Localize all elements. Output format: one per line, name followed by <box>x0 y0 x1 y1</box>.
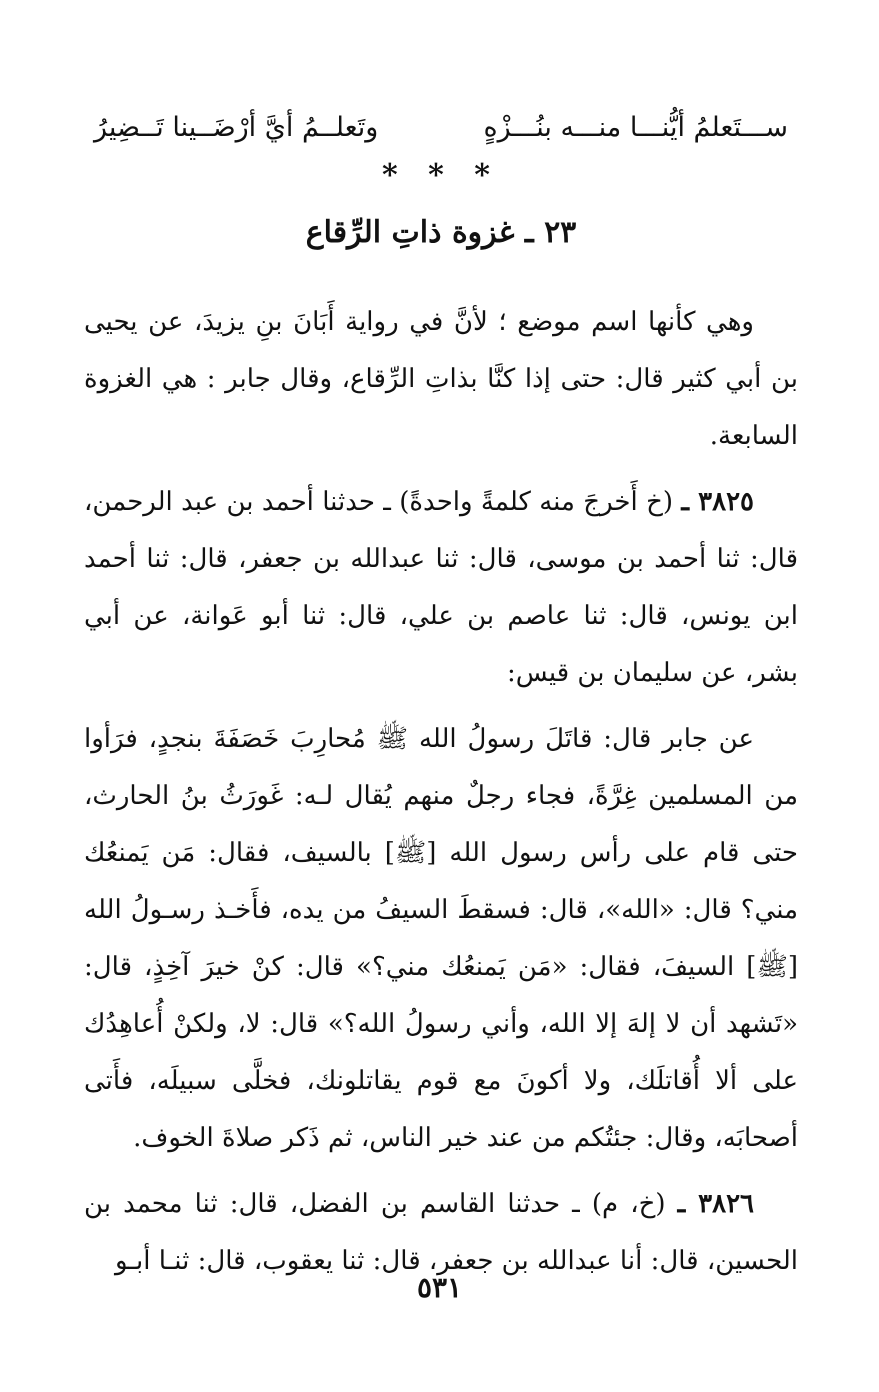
section-separator: * * * <box>382 158 500 193</box>
paragraph-text: (خ أَخرجَ منه كلمةً واحدةً) ـ حدثنا أحمد بن عبد الرحمن، قال: ثنا أحمد بن موسى، قال: ثنا عبدالله بن جعفر، قال: ثنا أحمد ابن يونس، قال: ثنا عاصم بن علي، قال: ثنا أبو عَوانة، عن أبي بشر، عن سليمان بن قيس: <box>84 487 798 688</box>
paragraph-text: وهي كأنها اسم موضع ؛ لأنَّ في رواية أَبَانَ بنِ يزيدَ، عن يحيى بن أبي كثير قال: حتى إذا كنَّا بذاتِ الرِّقاع، وقال جابر : هي الغزوة السابعة. <box>84 307 798 451</box>
section-title: ٢٣ ـ غزوة ذاتِ الرِّقاع <box>305 215 577 250</box>
poetry-verse <box>84 100 798 156</box>
paragraph-text: عن جابر قال: قاتَلَ رسولُ الله ﷺ مُحارِبَ خَصَفَةَ بنجدٍ، فرَأوا من المسلمين غِرَّةً، فجاء رجلٌ منهم يُقال لـه: غَورَثُ بنُ الحارث، حتى قام على رأس رسول الله [ﷺ] بالسيف، فقال: مَن يَمنعُك مني؟ قال: «الله»، قال: فسقطَ السيفُ من يده، فأَخـذ رسـولُ الله [ﷺ] السيفَ، فقال: «مَن يَمنعُك مني؟» قال: كنْ خيرَ آخِذٍ، قال: «تَشهد أن لا إلهَ إلا الله، وأني رسولُ الله؟» قال: لا، ولكنْ أُعاهِدُك على ألا أُقاتلَك، ولا أكونَ مع قوم يقاتلونك، فخلَّى سبيلَه، فأَتى أصحابَه، وقال: جئتُكم من عند خير الناس، ثم ذَكر صلاةَ الخوف. <box>84 724 798 1153</box>
paragraph-intro <box>84 294 798 465</box>
hadith-number: ٣٨٢٦ ـ <box>677 1189 755 1219</box>
paragraph-hadith-3825-isnad <box>84 474 798 702</box>
verse-left-hemistich: وتَعلــمُ أيَّ أرْضَــينا تَــضِيرُ <box>94 112 379 143</box>
paragraph-text: (خ، م) ـ حدثنا القاسم بن الفضل، قال: ثنا محمد بن الحسين، قال: أنا عبدالله بن جعفر، قال: ثنا يعقوب، قال: ثنـا أبـو <box>84 1189 798 1276</box>
page-body <box>84 100 798 1290</box>
verse-right-hemistich: ســـتَعلمُ أيُّنـــا منـــه بنُـــزْهٍ <box>483 112 788 143</box>
page-number: ٥٣١ <box>416 1271 463 1304</box>
hadith-number: ٣٨٢٥ ـ <box>681 487 755 517</box>
paragraph-hadith-3825-matn <box>84 711 798 1167</box>
